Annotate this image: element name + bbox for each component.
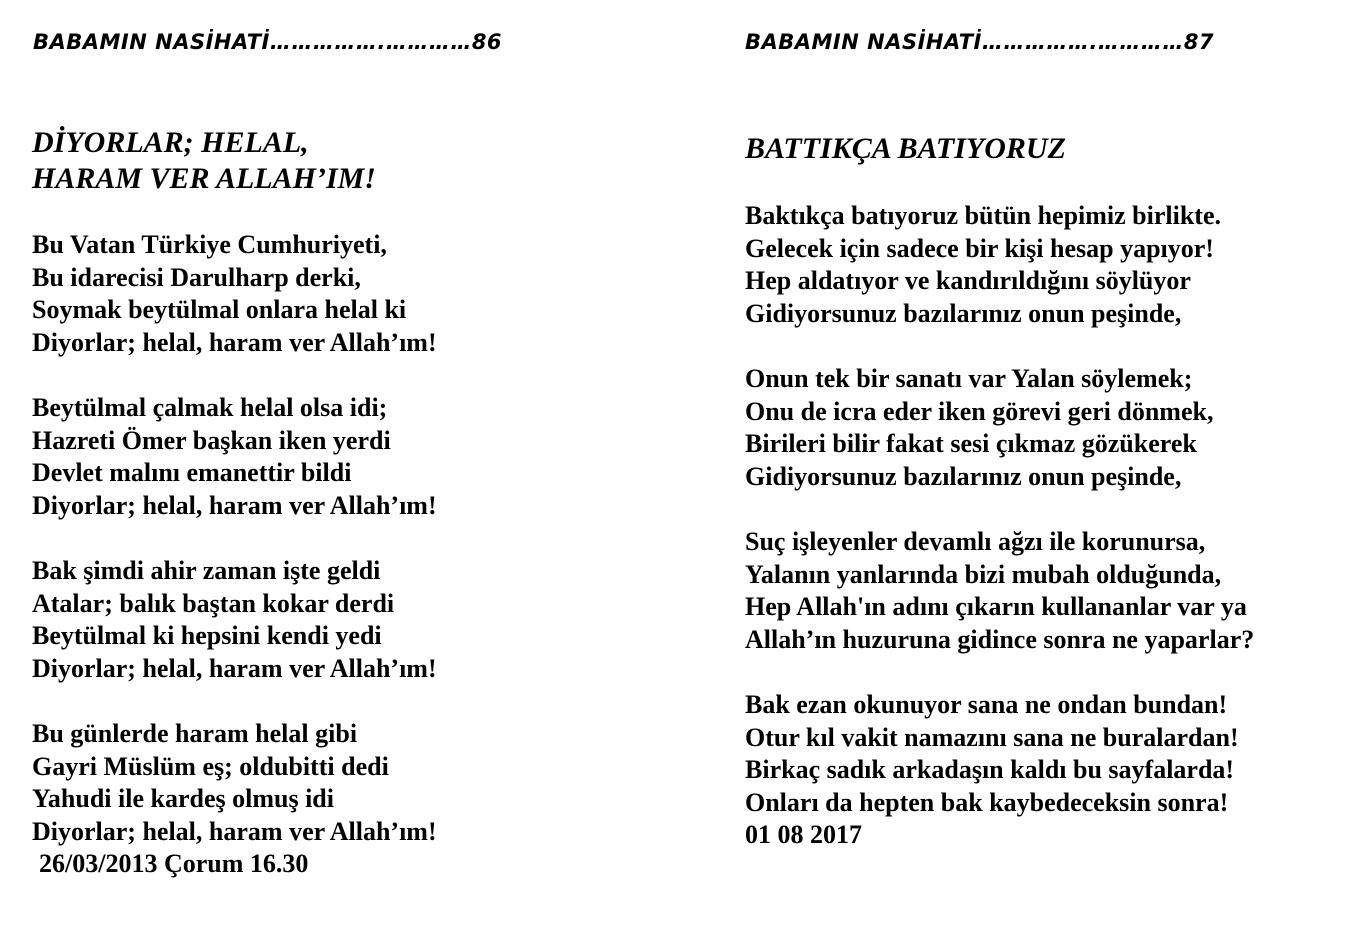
title-line: HARAM VER ALLAH’IM!	[32, 162, 376, 195]
verse-line: Suç işleyenler devamlı ağzı ile korunursa,	[745, 526, 1206, 556]
verse-line: Diyorlar; helal, haram ver Allah’ım!	[32, 490, 437, 520]
verse-line: Bu Vatan Türkiye Cumhuriyeti,	[32, 230, 387, 259]
verse-line: Diyorlar; helal, haram ver Allah’ım!	[32, 327, 437, 357]
stanza	[745, 689, 1254, 819]
verse-line: Birkaç sadık arkadaşın kaldı bu sayfalarda!	[745, 755, 1235, 785]
verse-line: Bu idarecisi Darulharp derki,	[32, 262, 361, 292]
verse-line: Atalar; balık baştan kokar derdi	[32, 588, 395, 618]
verse-line: Yalanın yanlarında bizi mubah olduğunda,	[745, 559, 1222, 589]
verse-line: Hazreti Ömer başkan iken yerdi	[32, 425, 391, 455]
verse-line: Hep aldatıyor ve kandırıldığını söylüyor	[745, 266, 1191, 296]
verse-line: Devlet malını emanettir bildi	[32, 458, 352, 488]
poem-body	[745, 200, 1254, 852]
verse-line: Soymak beytülmal onlara helal ki	[32, 295, 407, 325]
verse-line: Hep Allah'ın adını çıkarın kullananlar var ya	[745, 592, 1247, 622]
verse-line: Bak şimdi ahir zaman işte geldi	[32, 555, 381, 585]
verse-line: Bu günlerde haram helal gibi	[32, 718, 358, 748]
stanza	[745, 363, 1254, 493]
verse-line: Birileri bilir fakat sesi çıkmaz gözükerek	[745, 429, 1197, 459]
running-header: BABAMIN NASİHATİ…………….…………86	[33, 30, 503, 54]
verse-line: Beytülmal çalmak helal olsa idi;	[32, 392, 388, 422]
stanza	[32, 718, 437, 848]
verse-line: Beytülmal ki hepsini kendi yedi	[32, 621, 382, 651]
verse-line: Allah’ın huzuruna gidince sonra ne yaparlar?	[745, 624, 1255, 654]
verse-line: Gidiyorsunuz bazılarınız onun peşinde,	[745, 298, 1182, 328]
verse-line: Gidiyorsunuz bazılarınız onun peşinde,	[745, 461, 1182, 491]
poem-title	[745, 131, 1066, 167]
stanza	[32, 229, 437, 359]
poem-title	[32, 125, 376, 197]
verse-line: Gelecek için sadece bir kişi hesap yapıyor!	[745, 233, 1214, 263]
verse-line: Bak ezan okunuyor sana ne ondan bundan!	[745, 689, 1228, 719]
verse-line: Otur kıl vakit namazını sana ne buralardan!	[745, 722, 1239, 752]
verse-line: Onun tek bir sanatı var Yalan söylemek;	[745, 363, 1193, 393]
poem-body	[32, 229, 437, 881]
left-page	[0, 0, 684, 952]
running-header: BABAMIN NASİHATİ…………….…………87	[745, 30, 1215, 54]
verse-line: Yahudi ile kardeş olmuş idi	[32, 784, 334, 814]
verse-line: Diyorlar; helal, haram ver Allah’ım!	[32, 653, 437, 683]
poem-date: 26/03/2013 Çorum 16.30	[39, 849, 309, 879]
verse-line: Gayri Müslüm eş; oldubitti dedi	[32, 751, 389, 781]
title-line: BATTIKÇA BATIYORUZ	[745, 132, 1066, 165]
stanza	[32, 392, 437, 522]
poem-date: 01 08 2017	[745, 820, 862, 850]
stanza	[32, 555, 437, 685]
verse-line: Onları da hepten bak kaybedeceksin sonra!	[745, 787, 1229, 817]
verse-line: Baktıkça batıyoruz bütün hepimiz birlikte.	[745, 201, 1221, 230]
right-page	[684, 0, 1369, 952]
stanza	[745, 200, 1254, 330]
verse-line: Diyorlar; helal, haram ver Allah’ım!	[32, 816, 437, 846]
title-line: DİYORLAR; HELAL,	[32, 126, 309, 159]
verse-line: Onu de icra eder iken görevi geri dönmek,	[745, 396, 1214, 426]
stanza	[745, 526, 1254, 656]
